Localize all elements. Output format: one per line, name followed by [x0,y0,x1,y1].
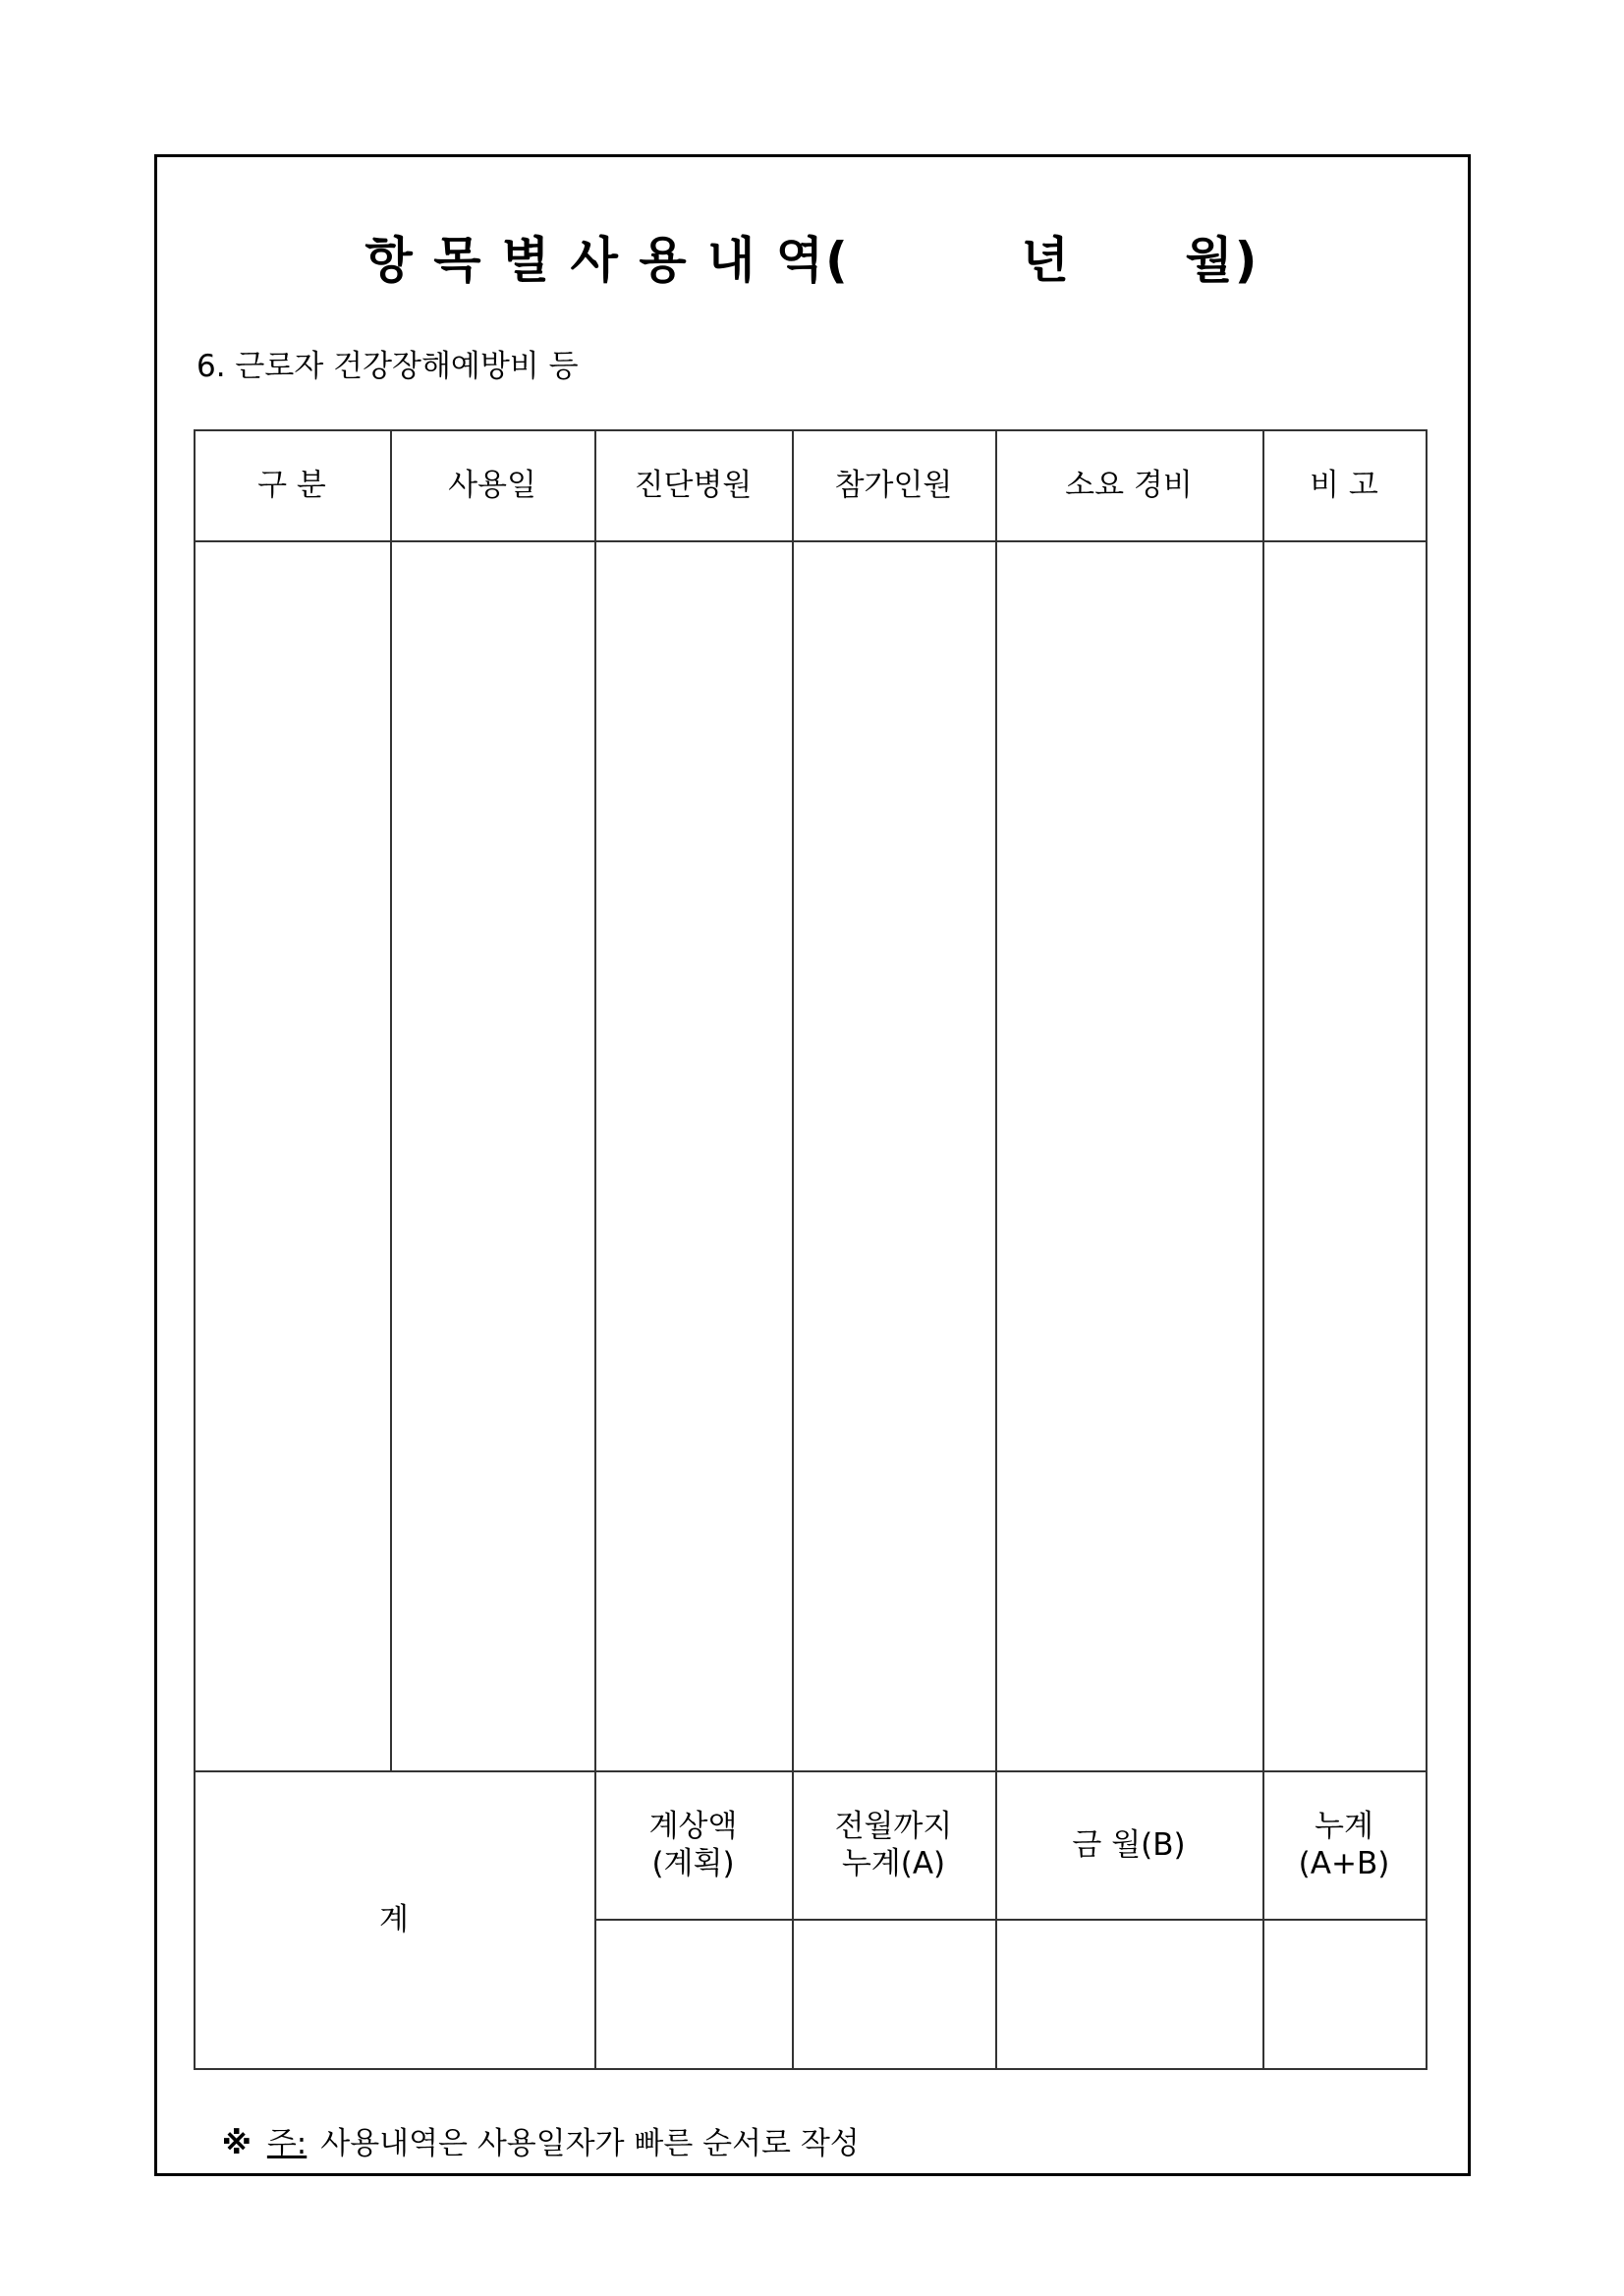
document-title: 항 목 별 사 용 내 역( 년 월) [364,232,1260,289]
summary-divider [594,1919,1428,1921]
header-usage-date: 사용일 [448,467,536,503]
summary-previous-cumulative: 전월까지 누계(A) [834,1808,953,1881]
total-label: 계 [379,1901,409,1937]
header-participants: 참가인원 [834,467,953,503]
reference-mark: ※ [221,2126,252,2161]
section-heading: 6. 근로자 건강장해예방비 등 [196,349,579,384]
summary-current-month: 금 월(B) [1072,1826,1186,1863]
note-text: 사용내역은 사용일자가 빠른 순서로 작성 [320,2126,860,2161]
column-divider-1 [390,429,392,1771]
summary-cumulative-total: 누계 (A+B) [1298,1808,1390,1881]
summary-planned-amount: 계상액 (계획) [648,1808,738,1881]
header-remarks: 비 고 [1310,467,1378,503]
header-expense: 소요 경비 [1065,467,1193,503]
header-category: 구 분 [257,467,326,503]
header-divider [194,540,1428,542]
table-border-bottom [194,2068,1428,2070]
note-label: 주: [266,2126,308,2161]
usage-table [194,429,1428,2070]
header-hospital: 진단병원 [634,467,753,503]
footnote [202,2085,860,2163]
table-border-right [1426,429,1428,2070]
